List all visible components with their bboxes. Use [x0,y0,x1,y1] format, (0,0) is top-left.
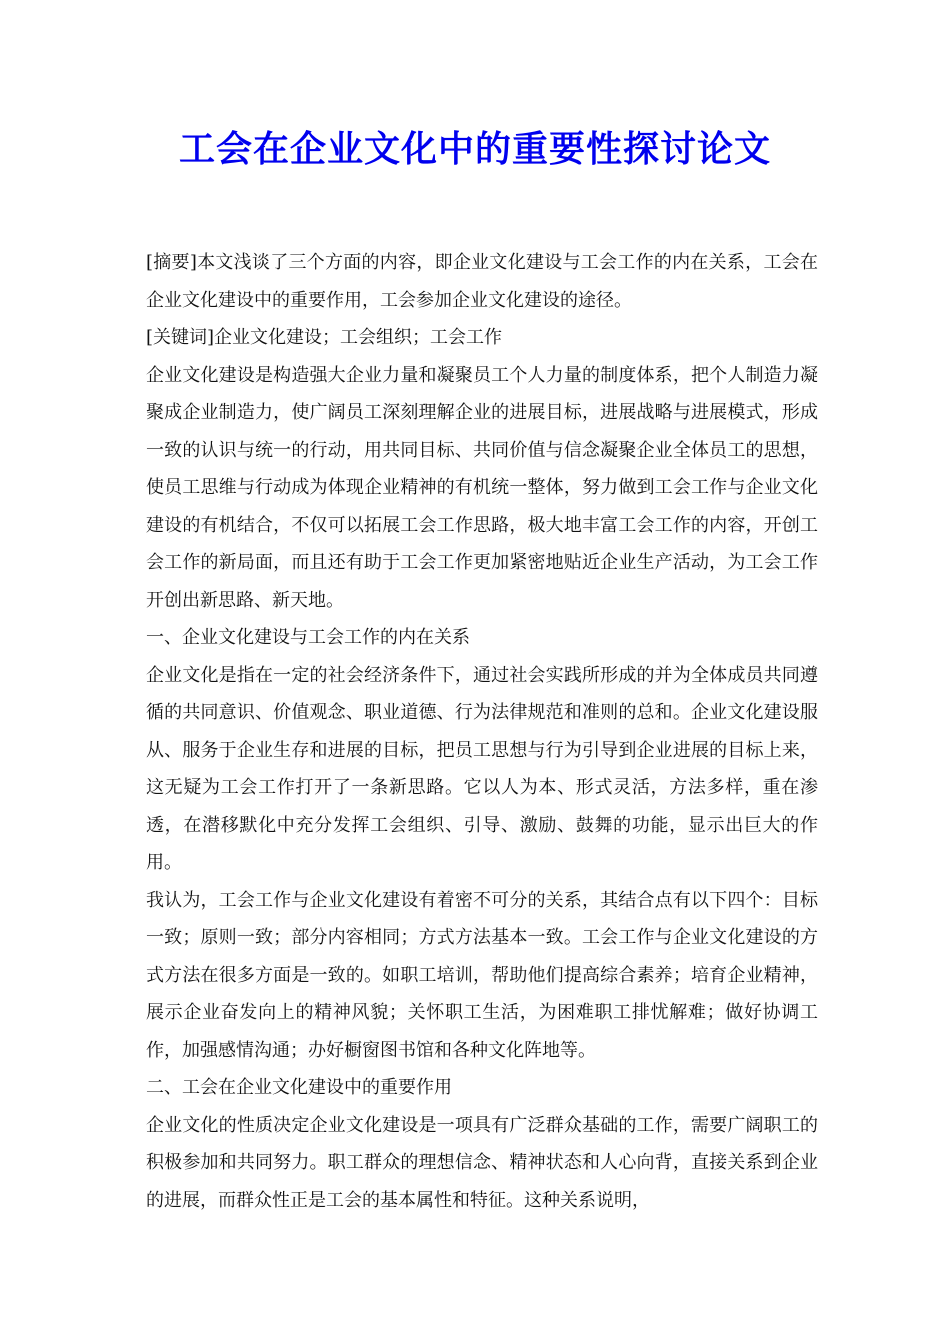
keywords-paragraph: [关键词]企业文化建设；工会组织；工会工作 [146,327,503,348]
document-title: 工会在企业文化中的重要性探讨论文 [178,129,771,170]
section-heading-2: 二、工会在企业文化建设中的重要作用 [146,1077,452,1098]
section-heading-1: 一、企业文化建设与工会工作的内在关系 [146,627,470,648]
intro-paragraph: 企业文化建设是构造强大企业力量和凝聚员工个人力量的制度体系，把个人制造力凝聚成企业制造力，使广阔员工深刻理解企业的进展目标，进展战略与进展模式，形成一致的认识与统一的行动，用共同目标、共同价值与信念凝聚企业全体员工的思想，使员工思维与行动成为体现企业精神的有机统一整体，努力做到工会工作与企业文化建设的有机结合，不仅可以拓展工会工作思路，极大地丰富工会工作的内容，开创工会工作的新局面，而且还有助于工会工作更加紧密地贴近企业生产活动，为工会工作开创出新思路、新天地。 [146,364,818,611]
body-paragraph: 企业文化的性质决定企业文化建设是一项具有广泛群众基础的工作，需要广阔职工的积极参加和共同努力。职工群众的理想信念、精神状态和人心向背，直接关系到企业的进展，而群众性正是工会的基本属性和特征。这种关系说明， [146,1114,818,1211]
abstract-paragraph: [摘要]本文浅谈了三个方面的内容，即企业文化建设与工会工作的内在关系，工会在企业文化建设中的重要作用，工会参加企业文化建设的途径。 [146,252,818,311]
document-body [146,244,818,1219]
body-paragraph: 企业文化是指在一定的社会经济条件下，通过社会实践所形成的并为全体成员共同遵循的共同意识、价值观念、职业道德、行为法律规范和准则的总和。企业文化建设服从、服务于企业生存和进展的目标，把员工思想与行为引导到企业进展的目标上来，这无疑为工会工作打开了一条新思路。它以人为本、形式灵活，方法多样，重在渗透，在潜移默化中充分发挥工会组织、引导、激励、鼓舞的功能，显示出巨大的作用。 [146,664,818,873]
body-paragraph: 我认为，工会工作与企业文化建设有着密不可分的关系，其结合点有以下四个：目标一致；原则一致；部分内容相同；方式方法基本一致。工会工作与企业文化建设的方式方法在很多方面是一致的。如职工培训，帮助他们提高综合素养；培育企业精神，展示企业奋发向上的精神风貌；关怀职工生活，为困难职工排忧解难；做好协调工作，加强感情沟通；办好橱窗图书馆和各种文化阵地等。 [146,889,818,1061]
